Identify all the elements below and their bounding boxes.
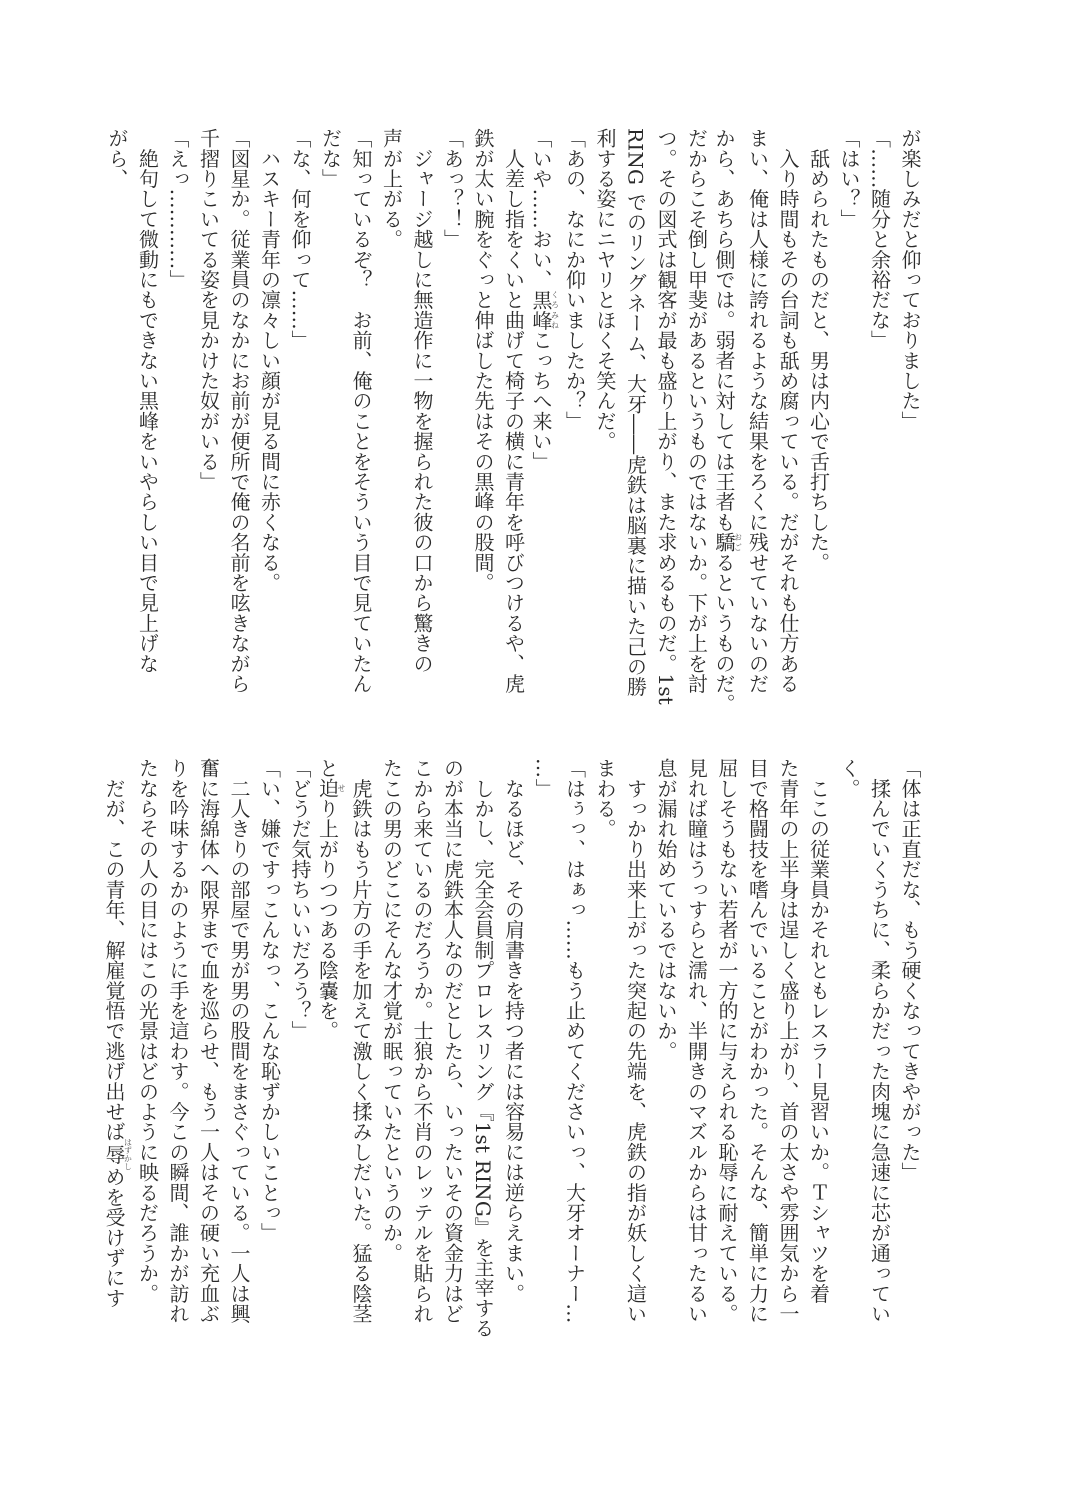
- text-run: りを吟味するかのように手を這わす。今この瞬間、誰かが訪れ: [166, 758, 190, 1324]
- text-run: がら、: [105, 128, 129, 189]
- text-column: [712, 128, 743, 714]
- text-column: [407, 128, 438, 698]
- text-column: [224, 128, 255, 698]
- text-run: たこの男のどこにそんな才覚が眠っていたというのか。: [379, 758, 404, 1263]
- text-run: 屈しそうもない若者が一方的に与えられる恥辱に耐えている。: [715, 758, 739, 1324]
- text-run: まい、俺は人様に誇れるような結果をろくに残せていないのだ: [745, 128, 770, 694]
- ruby-base: 黒峰: [529, 289, 553, 331]
- text-column: [590, 758, 621, 1328]
- text-run: …」: [532, 758, 556, 799]
- text-run: RING でのリングネーム、大牙――虎鉄は脳裏に描いた己の勝: [623, 128, 648, 697]
- text-column: [559, 758, 590, 1328]
- text-run: 「体は正直だな、もう硬くなってきやがった」: [898, 758, 922, 1183]
- text-column: [529, 758, 560, 1328]
- text-run: めを受けずにす: [102, 1166, 126, 1309]
- ruby-reading: おご: [733, 532, 743, 553]
- text-run: 声が上がる。: [379, 128, 404, 250]
- text-run: のが本当に虎鉄本人なのだとしたら、いったいその資金力はど: [440, 758, 465, 1324]
- text-run: 舐められたものだと、男は内心で舌打ちした。: [806, 128, 831, 573]
- text-run: 「な、何を仰って……」: [288, 128, 312, 351]
- text-block-top: [102, 128, 926, 714]
- text-run: 目で格闘技を嗜んでいることがわかった。そんな、簡単に力に: [745, 758, 770, 1324]
- text-column: [376, 758, 407, 1328]
- text-column: [590, 128, 621, 698]
- text-column: [651, 128, 682, 706]
- text-column: [285, 758, 316, 1328]
- text-column: [803, 128, 834, 698]
- text-run: こから来ているのだろうか。士狼から不肖のレッテルを貼られ: [410, 758, 434, 1324]
- text-column: [437, 128, 468, 698]
- ruby-reading: くろみね: [550, 289, 560, 330]
- text-run: り上がりつつある陰嚢を。: [315, 798, 340, 1041]
- text-column: [559, 128, 590, 698]
- text-column: [254, 758, 285, 1328]
- text-column: [193, 758, 224, 1328]
- text-run: 人差し指をくいと曲げて椅子の横に青年を呼びつけるや、虎: [501, 128, 526, 694]
- text-run: 見れば瞳はうっすらと濡れ、半開きのマズルからは甘ったるい: [684, 758, 709, 1324]
- text-run: 奮に海綿体へ限界まで血を巡らせ、もう一人はその硬い充血ぶ: [196, 758, 221, 1324]
- text-run: から、あちら側では。弱者に対しては王者も: [712, 128, 736, 532]
- text-column: [102, 758, 133, 1328]
- text-column: [315, 128, 346, 698]
- ruby-word: [102, 1137, 133, 1171]
- text-column: [864, 758, 895, 1328]
- text-column: [620, 758, 651, 1328]
- text-run: 「はぅっ、はぁっ……もう止めてくださいっ、大牙オーナー…: [562, 758, 587, 1324]
- text-column: [773, 758, 804, 1328]
- text-column: [895, 758, 926, 1328]
- ruby-base: 辱: [102, 1137, 126, 1171]
- text-run: 「はい？」: [837, 128, 861, 229]
- text-run: 「いや……おい、: [529, 128, 553, 290]
- text-run: 二人きりの部屋で男が男の股間をまさぐっている。一人は興: [227, 758, 251, 1324]
- text-run: 虎鉄はもう片方の手を加えて激しく揉みしだいた。猛る陰茎: [349, 758, 373, 1324]
- text-column: [681, 128, 712, 698]
- text-run: 「……随分と余裕だな」: [867, 128, 892, 351]
- text-run: 入り時間もその台詞も舐め腐っている。だがそれも仕方ある: [776, 128, 800, 694]
- text-column: [132, 128, 163, 698]
- ruby-base: 驕: [712, 532, 736, 553]
- text-column: [315, 758, 346, 1328]
- text-run: 「あの、なにか仰いましたか？」: [562, 128, 587, 431]
- text-run: 揉んでいくうちに、柔らかだった肉塊に急速に芯が通ってい: [867, 758, 892, 1324]
- text-column: [224, 758, 255, 1328]
- text-run: 「い、嫌ですっこんなっ、こんな恥ずかしいことっ」: [257, 758, 282, 1243]
- text-column: [773, 128, 804, 698]
- text-column: [193, 128, 224, 698]
- text-run: たならその人の目にはこの光景はどのように映るだろうか。: [135, 758, 160, 1304]
- text-run: 千摺りこいてる姿を見かけた奴がいる」: [196, 128, 221, 492]
- text-run: まわる。: [593, 758, 617, 839]
- text-column: [437, 758, 468, 1328]
- text-column: [163, 758, 194, 1328]
- text-column: [132, 758, 163, 1328]
- text-column: [498, 128, 529, 698]
- text-column: [803, 758, 834, 1328]
- text-run: た青年の上半身は逞しく盛り上がり、首の太さや雰囲気から一: [776, 758, 800, 1324]
- text-run: く。: [837, 758, 861, 799]
- text-run: だな」: [318, 128, 343, 189]
- text-column: [529, 128, 560, 698]
- text-column: [285, 128, 316, 698]
- text-run: 「えっ…………」: [166, 128, 190, 290]
- text-column: [712, 758, 743, 1328]
- text-run: 「どうだ気持ちいいだろう？」: [288, 758, 312, 1041]
- text-run: ハスキー青年の凛々しい顔が見る間に赤くなる。: [257, 128, 282, 593]
- ruby-word: [529, 289, 560, 331]
- text-column: [468, 128, 499, 698]
- text-run: 「図星か。従業員のなかにお前が便所で俺の名前を呟きながら: [227, 128, 251, 694]
- text-column: [102, 128, 133, 698]
- text-column: [498, 758, 529, 1328]
- text-column: [651, 758, 682, 1328]
- text-column: [407, 758, 438, 1328]
- text-column: [376, 128, 407, 698]
- text-run: 鉄が太い腕をぐっと伸ばした先はその黒峰の股間。: [471, 128, 495, 593]
- text-block-bottom: [102, 758, 926, 1339]
- ruby-reading: はずかし: [123, 1137, 133, 1171]
- text-column: [346, 128, 377, 698]
- text-run: と: [315, 758, 340, 779]
- text-run: 「知っているぞ？ お前、俺のことをそういう目で見ていたん: [349, 128, 373, 694]
- text-run: 絶句して微動にもできない黒峰をいやらしい目で見上げな: [135, 128, 160, 674]
- text-run: るというものだ。: [712, 552, 736, 714]
- text-run: つ。その図式は観客が最も盛り上がり、また求めるものだ。1st: [654, 128, 678, 706]
- text-column: [620, 128, 651, 698]
- text-column: [468, 758, 499, 1339]
- ruby-word: [315, 778, 346, 799]
- text-column: [163, 128, 194, 698]
- text-run: こっちへ来い」: [529, 330, 553, 472]
- text-run: 息が漏れ始めているではないか。: [654, 758, 678, 1061]
- text-column: [834, 758, 865, 1328]
- text-column: [834, 128, 865, 698]
- text-column: [346, 758, 377, 1328]
- ruby-reading: せ: [337, 778, 346, 799]
- text-column: [681, 758, 712, 1328]
- ruby-word: [712, 532, 743, 553]
- text-run: ジャージ越しに無造作に一物を握られた彼の口から驚きの: [410, 128, 434, 674]
- ruby-base: 迫: [315, 778, 340, 799]
- text-run: が楽しみだと仰っておりました」: [898, 128, 922, 431]
- text-run: 「あっ？！」: [440, 128, 465, 250]
- text-run: 利する姿にニヤリとほくそ笑んだ。: [593, 128, 617, 452]
- text-run: だが、この青年、解雇覚悟で逃げ出せば: [102, 758, 126, 1142]
- text-run: だからこそ倒し甲斐があるというものではないか。下が上を討: [684, 128, 709, 694]
- text-column: [895, 128, 926, 698]
- text-column: [742, 758, 773, 1328]
- text-run: すっかり出来上がった突起の先端を、虎鉄の指が妖しく這い: [623, 758, 648, 1324]
- text-column: [742, 128, 773, 698]
- text-run: なるほど、その肩書きを持つ者には容易には逆らえまい。: [501, 758, 526, 1304]
- text-column: [254, 128, 285, 698]
- text-run: しかし、完全会員制プロレスリング『1st RING』を主宰する: [471, 758, 495, 1339]
- text-run: ここの従業員かそれともレスラー見習いか。Ｔシャツを着: [806, 758, 831, 1304]
- text-column: [864, 128, 895, 698]
